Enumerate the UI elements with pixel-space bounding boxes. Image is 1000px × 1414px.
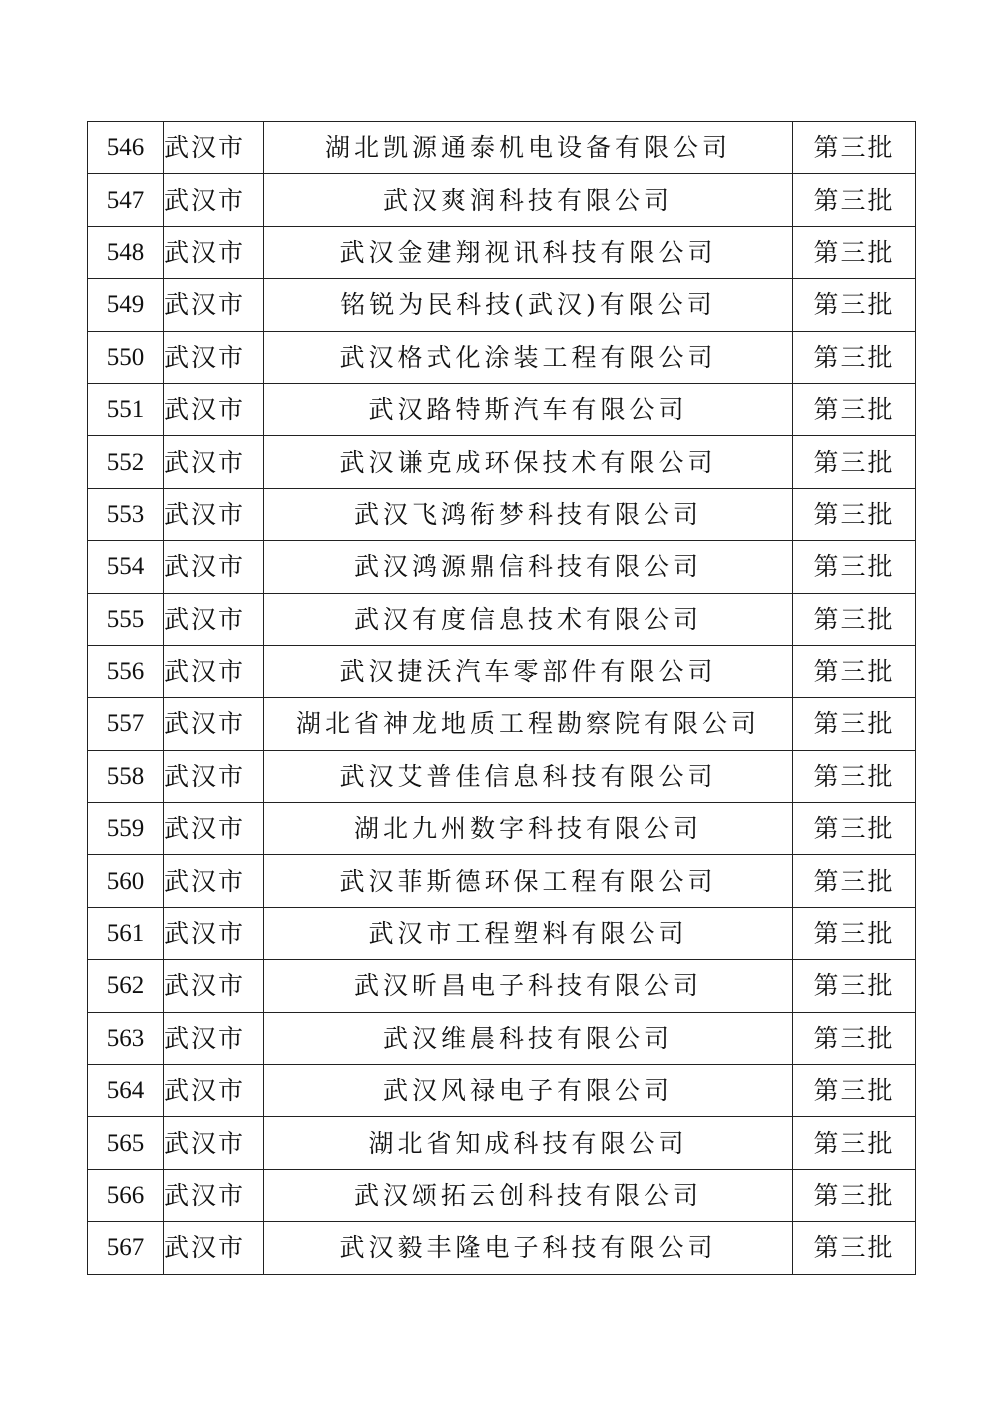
row-batch: 第三批: [793, 279, 916, 331]
row-company-name: 湖北凯源通泰机电设备有限公司: [264, 122, 793, 174]
row-city: 武汉市: [164, 541, 264, 593]
row-company-name: 武汉昕昌电子科技有限公司: [264, 960, 793, 1012]
row-batch: 第三批: [793, 907, 916, 959]
row-company-name: 武汉有度信息技术有限公司: [264, 593, 793, 645]
row-company-name: 武汉捷沃汽车零部件有限公司: [264, 645, 793, 697]
table-row: [88, 960, 916, 1012]
row-batch: 第三批: [793, 174, 916, 226]
row-batch: 第三批: [793, 226, 916, 278]
row-city: 武汉市: [164, 226, 264, 278]
row-number: 552: [88, 436, 164, 488]
row-batch: 第三批: [793, 593, 916, 645]
row-city: 武汉市: [164, 1012, 264, 1064]
row-company-name: 武汉谦克成环保技术有限公司: [264, 436, 793, 488]
row-company-name: 武汉艾普佳信息科技有限公司: [264, 750, 793, 802]
table-row: [88, 1169, 916, 1221]
row-batch: 第三批: [793, 383, 916, 435]
row-city: 武汉市: [164, 593, 264, 645]
row-city: 武汉市: [164, 960, 264, 1012]
row-city: 武汉市: [164, 803, 264, 855]
row-batch: 第三批: [793, 1117, 916, 1169]
table-row: [88, 1117, 916, 1169]
table-row: [88, 541, 916, 593]
row-number: 561: [88, 907, 164, 959]
row-batch: 第三批: [793, 1065, 916, 1117]
row-batch: 第三批: [793, 436, 916, 488]
row-city: 武汉市: [164, 645, 264, 697]
row-city: 武汉市: [164, 122, 264, 174]
row-city: 武汉市: [164, 698, 264, 750]
row-city: 武汉市: [164, 855, 264, 907]
row-number: 557: [88, 698, 164, 750]
row-company-name: 武汉风禄电子有限公司: [264, 1065, 793, 1117]
document-page: [87, 121, 913, 1275]
row-company-name: 铭锐为民科技(武汉)有限公司: [264, 279, 793, 331]
table-row: [88, 907, 916, 959]
row-number: 547: [88, 174, 164, 226]
row-city: 武汉市: [164, 383, 264, 435]
row-company-name: 武汉格式化涂装工程有限公司: [264, 331, 793, 383]
table-row: [88, 750, 916, 802]
row-company-name: 武汉路特斯汽车有限公司: [264, 383, 793, 435]
row-number: 555: [88, 593, 164, 645]
row-city: 武汉市: [164, 1169, 264, 1221]
row-batch: 第三批: [793, 122, 916, 174]
table-row: [88, 488, 916, 540]
row-batch: 第三批: [793, 645, 916, 697]
row-company-name: 武汉维晨科技有限公司: [264, 1012, 793, 1064]
table-row: [88, 174, 916, 226]
table-row: [88, 855, 916, 907]
table-row: [88, 803, 916, 855]
table-row: [88, 122, 916, 174]
row-number: 551: [88, 383, 164, 435]
row-company-name: 武汉颂拓云创科技有限公司: [264, 1169, 793, 1221]
row-company-name: 湖北省神龙地质工程勘察院有限公司: [264, 698, 793, 750]
row-batch: 第三批: [793, 855, 916, 907]
row-number: 563: [88, 1012, 164, 1064]
row-number: 567: [88, 1222, 164, 1274]
row-company-name: 武汉毅丰隆电子科技有限公司: [264, 1222, 793, 1274]
row-batch: 第三批: [793, 488, 916, 540]
row-batch: 第三批: [793, 750, 916, 802]
row-city: 武汉市: [164, 1117, 264, 1169]
table-row: [88, 331, 916, 383]
table-body: [88, 122, 916, 1275]
row-batch: 第三批: [793, 960, 916, 1012]
table-row: [88, 383, 916, 435]
row-number: 556: [88, 645, 164, 697]
row-city: 武汉市: [164, 174, 264, 226]
table-row: [88, 698, 916, 750]
row-city: 武汉市: [164, 1222, 264, 1274]
row-city: 武汉市: [164, 750, 264, 802]
row-city: 武汉市: [164, 331, 264, 383]
row-batch: 第三批: [793, 1222, 916, 1274]
row-number: 546: [88, 122, 164, 174]
row-batch: 第三批: [793, 698, 916, 750]
table-row: [88, 645, 916, 697]
row-city: 武汉市: [164, 436, 264, 488]
table-row: [88, 279, 916, 331]
row-number: 564: [88, 1065, 164, 1117]
table-row: [88, 1065, 916, 1117]
row-number: 549: [88, 279, 164, 331]
row-batch: 第三批: [793, 803, 916, 855]
row-company-name: 武汉鸿源鼎信科技有限公司: [264, 541, 793, 593]
row-number: 559: [88, 803, 164, 855]
table-row: [88, 1012, 916, 1064]
row-city: 武汉市: [164, 907, 264, 959]
table-row: [88, 436, 916, 488]
row-city: 武汉市: [164, 1065, 264, 1117]
table-row: [88, 226, 916, 278]
row-number: 550: [88, 331, 164, 383]
row-batch: 第三批: [793, 331, 916, 383]
company-list-table: [87, 121, 916, 1275]
row-number: 560: [88, 855, 164, 907]
row-number: 554: [88, 541, 164, 593]
row-number: 565: [88, 1117, 164, 1169]
row-batch: 第三批: [793, 541, 916, 593]
row-company-name: 武汉菲斯德环保工程有限公司: [264, 855, 793, 907]
row-city: 武汉市: [164, 488, 264, 540]
row-company-name: 武汉市工程塑料有限公司: [264, 907, 793, 959]
row-number: 548: [88, 226, 164, 278]
table-row: [88, 593, 916, 645]
row-company-name: 湖北省知成科技有限公司: [264, 1117, 793, 1169]
row-number: 553: [88, 488, 164, 540]
row-number: 566: [88, 1169, 164, 1221]
row-batch: 第三批: [793, 1169, 916, 1221]
row-company-name: 武汉金建翔视讯科技有限公司: [264, 226, 793, 278]
table-row: [88, 1222, 916, 1274]
row-company-name: 湖北九州数字科技有限公司: [264, 803, 793, 855]
row-company-name: 武汉飞鸿衔梦科技有限公司: [264, 488, 793, 540]
row-city: 武汉市: [164, 279, 264, 331]
row-company-name: 武汉爽润科技有限公司: [264, 174, 793, 226]
row-number: 558: [88, 750, 164, 802]
row-number: 562: [88, 960, 164, 1012]
row-batch: 第三批: [793, 1012, 916, 1064]
